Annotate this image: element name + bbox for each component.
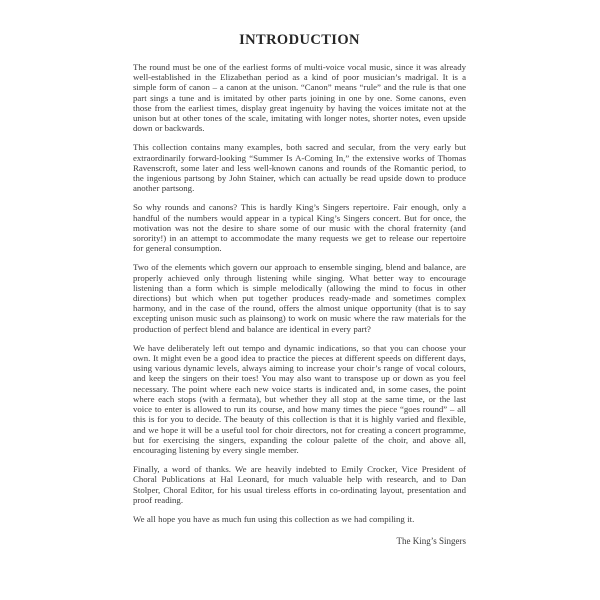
signature: The King’s Singers [396, 536, 466, 547]
page-title: INTRODUCTION [239, 32, 360, 48]
body-paragraph: We all hope you have as much fun using this collection as we had compiling it. [133, 513, 415, 524]
body-paragraph: Finally, a word of thanks. We are heavily indebted to Emily Crocker, Vice President of Choral Publications at Hal Leonard, for much valuable help with research, and to Dan Stolper, Choral Editor, for his usual tireless efforts in co-ordinating layout, presentation and proof reading. [133, 464, 466, 505]
body-paragraph: Two of the elements which govern our approach to ensemble singing, blend and balance, are properly achieved only through listening while singing. What better way to encourage listening than a form which is simple melodically (allowing the mind to focus in other directions) but which when put together produces ready-made and sometimes complex harmony, and in the case of the round, offers the almost unique opportunity (that is to say excepting unison music such as plainsong) to work on music where the raw materials for the production of perfect blend and balance are identical in every part? [133, 262, 466, 334]
body-paragraph: The round must be one of the earliest forms of multi-voice vocal music, since it was already well-established in the Elizabethan period as a kind of poor musician’s madrigal. It is a simple form of canon – a canon at the unison. “Canon” means “rule” and the rule is that one part sings a tune and is imitated by other parts joining in one by one. Some canons, even those from the earliest times, display great ingenuity by having the voices imitate not at the unison but at other tones of the scale, imitating with longer notes, shorter notes, even upside down or backwards. [133, 62, 466, 134]
body-paragraph: This collection contains many examples, both sacred and secular, from the very early but extraordinarily forward-looking “Summer Is A-Coming In,” the extensive works of Thomas Ravenscroft, some later and less well-known canons and rounds of the Romantic period, to the ingenious partsong by John Stainer, which can actually be read upside down to produce another partsong. [133, 142, 466, 194]
body-paragraph: So why rounds and canons? This is hardly King’s Singers repertoire. Fair enough, only a handful of the numbers would appear in a typical King’s Singers concert. But for once, the motivation was not the desire to share some of our music with the choral fraternity (and sorority!) in an attempt to accommodate the many requests we get to release our repertoire for general consumption. [133, 202, 466, 254]
body-paragraph: We have deliberately left out tempo and dynamic indications, so that you can choose your own. It might even be a good idea to practice the pieces at different speeds on different days, using various dynamic levels, always aiming to increase your choir’s range of vocal colours, and keep the singers on their toes! You may also want to transpose up or down as you feel necessary. The point where each new voice starts is indicated and, in some cases, the point where each stops (with a fermata), but whether they all stop at the same time, or the last voice to enter is allowed to run its course, and how many times the piece “goes round” – all this is for you to decide. The beauty of this collection is that it is highly varied and flexible, and we hope it will be a useful tool for choir directors, not for creating a concert programme, but for exercising the singers, expanding the colour palette of the choir, and above all, encouraging listening by every single member. [133, 342, 466, 455]
text-block [133, 33, 466, 546]
